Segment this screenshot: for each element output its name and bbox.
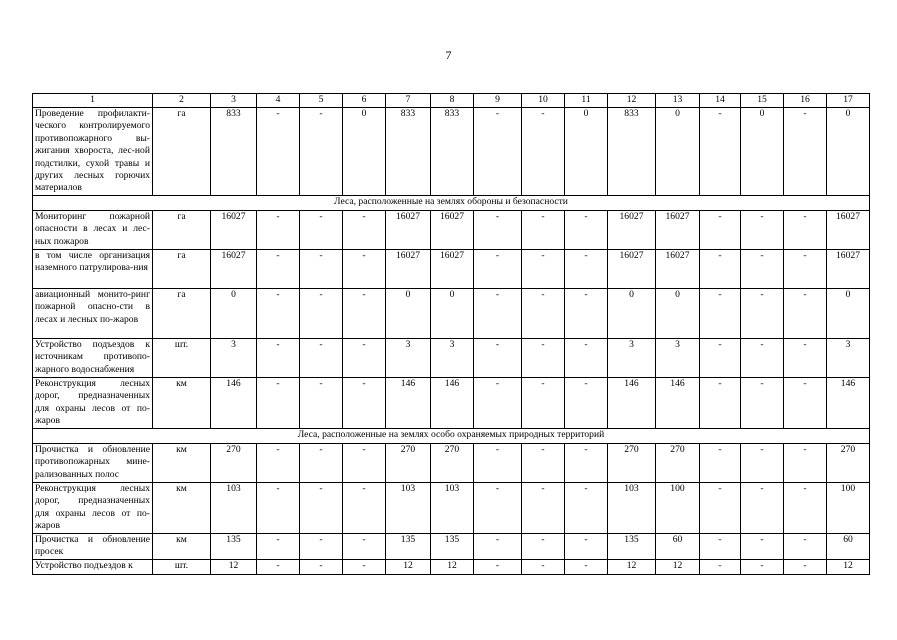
value-cell: 16027 <box>431 249 474 288</box>
value-cell: 135 <box>211 533 257 559</box>
table-row <box>33 338 870 377</box>
value-cell: 60 <box>656 533 700 559</box>
value-cell: 833 <box>608 108 656 196</box>
section-title: Леса, расположенные на землях особо охраняемых природных территорий <box>33 428 870 443</box>
value-cell: 103 <box>608 482 656 533</box>
unit-cell: км <box>153 533 211 559</box>
value-cell: - <box>257 108 300 196</box>
unit-cell: га <box>153 288 211 338</box>
column-number-cell: 4 <box>257 94 300 108</box>
value-cell: 146 <box>431 377 474 428</box>
value-cell: - <box>741 443 784 482</box>
value-cell: - <box>343 338 386 377</box>
value-cell: - <box>565 210 608 249</box>
value-cell: - <box>700 559 741 574</box>
measure-name-cell: Устройство подъездов к источникам противопо-жарного водоснабжения <box>33 338 153 377</box>
unit-cell: га <box>153 108 211 196</box>
column-number-cell: 2 <box>153 94 211 108</box>
value-cell: 16027 <box>608 249 656 288</box>
value-cell: 833 <box>431 108 474 196</box>
measure-name-cell: Устройство подъездов к <box>33 559 153 574</box>
value-cell: - <box>700 533 741 559</box>
value-cell: 16027 <box>386 249 431 288</box>
value-cell: - <box>741 210 784 249</box>
column-number-header-row <box>33 94 870 108</box>
value-cell: - <box>522 288 565 338</box>
forest-fire-measures-table <box>32 93 870 575</box>
value-cell: 0 <box>827 288 870 338</box>
value-cell: - <box>257 377 300 428</box>
value-cell: - <box>474 338 522 377</box>
value-cell: - <box>565 533 608 559</box>
value-cell: - <box>741 533 784 559</box>
value-cell: - <box>257 249 300 288</box>
value-cell: - <box>300 482 343 533</box>
value-cell: - <box>343 482 386 533</box>
value-cell: - <box>474 377 522 428</box>
value-cell: - <box>741 559 784 574</box>
value-cell: - <box>343 443 386 482</box>
value-cell: - <box>522 559 565 574</box>
value-cell: 270 <box>827 443 870 482</box>
value-cell: 3 <box>386 338 431 377</box>
column-number-cell: 12 <box>608 94 656 108</box>
measure-name-cell: Мониторинг пожарной опасности в лесах и лес-ных пожаров <box>33 210 153 249</box>
value-cell: - <box>741 338 784 377</box>
value-cell: 12 <box>608 559 656 574</box>
value-cell: - <box>784 338 827 377</box>
value-cell: - <box>300 559 343 574</box>
section-title: Леса, расположенные на землях обороны и безопасности <box>33 195 870 210</box>
value-cell: - <box>784 377 827 428</box>
value-cell: - <box>741 249 784 288</box>
section-header-row <box>33 195 870 210</box>
table-row <box>33 288 870 338</box>
value-cell: 3 <box>656 338 700 377</box>
value-cell: - <box>257 482 300 533</box>
value-cell: - <box>522 108 565 196</box>
value-cell: 0 <box>656 288 700 338</box>
column-number-cell: 16 <box>784 94 827 108</box>
measure-name-cell: Реконструкция лесных дорог, предназначенных для охраны лесов от по-жаров <box>33 377 153 428</box>
value-cell: 146 <box>386 377 431 428</box>
value-cell: 135 <box>431 533 474 559</box>
value-cell: - <box>257 443 300 482</box>
value-cell: - <box>565 482 608 533</box>
table-row <box>33 377 870 428</box>
value-cell: - <box>474 443 522 482</box>
value-cell: - <box>257 559 300 574</box>
value-cell: - <box>784 108 827 196</box>
value-cell: - <box>784 288 827 338</box>
value-cell: 270 <box>608 443 656 482</box>
unit-cell: га <box>153 210 211 249</box>
value-cell: - <box>784 443 827 482</box>
value-cell: - <box>474 533 522 559</box>
value-cell: - <box>300 249 343 288</box>
value-cell: - <box>700 482 741 533</box>
column-number-cell: 7 <box>386 94 431 108</box>
value-cell: - <box>343 249 386 288</box>
value-cell: - <box>700 108 741 196</box>
value-cell: 0 <box>741 108 784 196</box>
value-cell: 16027 <box>211 249 257 288</box>
value-cell: - <box>522 338 565 377</box>
unit-cell: км <box>153 443 211 482</box>
value-cell: - <box>257 533 300 559</box>
value-cell: 3 <box>211 338 257 377</box>
value-cell: - <box>343 533 386 559</box>
table-row <box>33 210 870 249</box>
value-cell: - <box>474 482 522 533</box>
column-number-cell: 10 <box>522 94 565 108</box>
value-cell: - <box>784 249 827 288</box>
value-cell: - <box>784 559 827 574</box>
value-cell: - <box>474 249 522 288</box>
measure-name-cell: в том числе организация наземного патрулирова-ния <box>33 249 153 288</box>
value-cell: 270 <box>431 443 474 482</box>
value-cell: 0 <box>656 108 700 196</box>
column-number-cell: 11 <box>565 94 608 108</box>
value-cell: - <box>700 210 741 249</box>
value-cell: 12 <box>656 559 700 574</box>
value-cell: - <box>343 210 386 249</box>
value-cell: 270 <box>211 443 257 482</box>
value-cell: 16027 <box>431 210 474 249</box>
value-cell: - <box>300 377 343 428</box>
value-cell: - <box>784 533 827 559</box>
column-number-cell: 3 <box>211 94 257 108</box>
measure-name-cell: Реконструкция лесных дорог, предназначенных для охраны лесов от по-жаров <box>33 482 153 533</box>
table-row <box>33 533 870 559</box>
value-cell: 3 <box>827 338 870 377</box>
value-cell: - <box>522 482 565 533</box>
value-cell: - <box>741 482 784 533</box>
value-cell: - <box>300 338 343 377</box>
column-number-cell: 14 <box>700 94 741 108</box>
column-number-cell: 13 <box>656 94 700 108</box>
value-cell: - <box>522 377 565 428</box>
value-cell: 0 <box>431 288 474 338</box>
value-cell: 0 <box>608 288 656 338</box>
unit-cell: шт. <box>153 559 211 574</box>
value-cell: 103 <box>211 482 257 533</box>
value-cell: - <box>343 377 386 428</box>
value-cell: 100 <box>827 482 870 533</box>
value-cell: - <box>700 288 741 338</box>
column-number-cell: 17 <box>827 94 870 108</box>
value-cell: - <box>700 377 741 428</box>
value-cell: - <box>343 288 386 338</box>
value-cell: - <box>343 559 386 574</box>
value-cell: 3 <box>431 338 474 377</box>
value-cell: - <box>784 482 827 533</box>
value-cell: 0 <box>565 108 608 196</box>
section-header-row <box>33 428 870 443</box>
value-cell: - <box>522 443 565 482</box>
page-number: 7 <box>445 48 452 62</box>
value-cell: 3 <box>608 338 656 377</box>
value-cell: 16027 <box>386 210 431 249</box>
unit-cell: км <box>153 377 211 428</box>
column-number-cell: 1 <box>33 94 153 108</box>
value-cell: - <box>565 559 608 574</box>
value-cell: - <box>257 288 300 338</box>
value-cell: 833 <box>386 108 431 196</box>
measure-name-cell: Прочистка и обновление противопожарных мине-рализованных полос <box>33 443 153 482</box>
table-row <box>33 559 870 574</box>
value-cell: 146 <box>827 377 870 428</box>
value-cell: 16027 <box>656 249 700 288</box>
unit-cell: га <box>153 249 211 288</box>
measure-name-cell: Проведение профилакти-ческого контролируемого противопожарного вы-жигания хворостa, лес-ной подстилки, сухой травы и других лесных горючих материалов <box>33 108 153 196</box>
value-cell: - <box>522 533 565 559</box>
value-cell: 12 <box>431 559 474 574</box>
value-cell: 146 <box>656 377 700 428</box>
value-cell: - <box>474 559 522 574</box>
value-cell: 0 <box>827 108 870 196</box>
value-cell: - <box>300 108 343 196</box>
value-cell: - <box>522 249 565 288</box>
measure-name-cell: Прочистка и обновление просек <box>33 533 153 559</box>
value-cell: 12 <box>211 559 257 574</box>
value-cell: - <box>741 377 784 428</box>
table-row <box>33 249 870 288</box>
value-cell: 60 <box>827 533 870 559</box>
value-cell: 16027 <box>211 210 257 249</box>
value-cell: - <box>300 210 343 249</box>
value-cell: 16027 <box>827 210 870 249</box>
table-row <box>33 443 870 482</box>
table-row <box>33 108 870 196</box>
table-row <box>33 482 870 533</box>
value-cell: 100 <box>656 482 700 533</box>
column-number-cell: 15 <box>741 94 784 108</box>
value-cell: 16027 <box>608 210 656 249</box>
value-cell: 146 <box>211 377 257 428</box>
value-cell: - <box>565 443 608 482</box>
value-cell: 0 <box>211 288 257 338</box>
measure-name-cell: авиационный монито-ринг пожарной опасно-сти в лесах и лесных по-жаров <box>33 288 153 338</box>
value-cell: 135 <box>608 533 656 559</box>
value-cell: 0 <box>343 108 386 196</box>
value-cell: - <box>300 533 343 559</box>
value-cell: 270 <box>386 443 431 482</box>
value-cell: 270 <box>656 443 700 482</box>
value-cell: - <box>300 288 343 338</box>
value-cell: - <box>522 210 565 249</box>
value-cell: 103 <box>386 482 431 533</box>
column-number-cell: 8 <box>431 94 474 108</box>
unit-cell: шт. <box>153 338 211 377</box>
value-cell: - <box>565 377 608 428</box>
value-cell: 12 <box>827 559 870 574</box>
value-cell: 12 <box>386 559 431 574</box>
value-cell: 0 <box>386 288 431 338</box>
value-cell: - <box>300 443 343 482</box>
value-cell: - <box>565 249 608 288</box>
column-number-cell: 5 <box>300 94 343 108</box>
value-cell: - <box>700 249 741 288</box>
value-cell: - <box>565 338 608 377</box>
value-cell: - <box>474 288 522 338</box>
value-cell: 103 <box>431 482 474 533</box>
value-cell: - <box>700 443 741 482</box>
value-cell: 135 <box>386 533 431 559</box>
value-cell: - <box>257 210 300 249</box>
value-cell: - <box>741 288 784 338</box>
value-cell: 833 <box>211 108 257 196</box>
value-cell: - <box>565 288 608 338</box>
value-cell: - <box>474 108 522 196</box>
value-cell: 16027 <box>827 249 870 288</box>
value-cell: 16027 <box>656 210 700 249</box>
column-number-cell: 6 <box>343 94 386 108</box>
value-cell: - <box>784 210 827 249</box>
unit-cell: км <box>153 482 211 533</box>
value-cell: - <box>474 210 522 249</box>
value-cell: 146 <box>608 377 656 428</box>
value-cell: - <box>257 338 300 377</box>
column-number-cell: 9 <box>474 94 522 108</box>
value-cell: - <box>700 338 741 377</box>
